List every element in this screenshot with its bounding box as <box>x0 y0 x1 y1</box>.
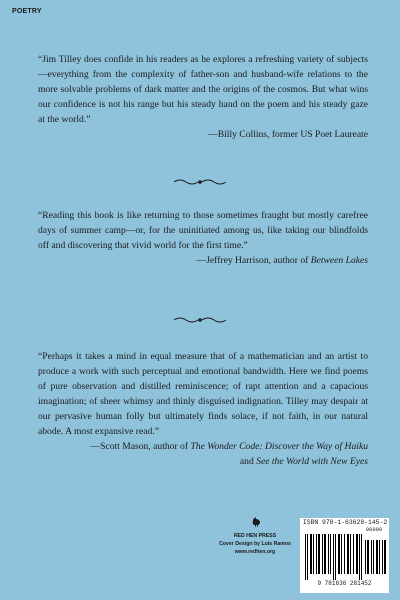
attribution-author: —Scott Mason, author of <box>90 441 191 452</box>
price-code: 90000 <box>365 526 383 533</box>
publisher-info <box>200 532 310 556</box>
blurb-quote: “Perhaps it takes a mind in equal measure that of a mathematician and an artist to produce a work with such perceptual and emotional bandwidth. Here we find poems of pure observation and distilled reminiscence; of rapt attention and a capacious imagination; of sheer whimsy and thinly disguised indignation. Tilley may despair at our pervasive human folly but ultimately finds solace, if not faith, in our natural abode. A most expansive read.” <box>38 351 368 437</box>
publisher-name: RED HEN PRESS <box>233 533 277 539</box>
blurb-scott-mason <box>38 349 368 469</box>
blurb-attribution <box>38 439 368 454</box>
blurb-attribution-line2: and See the World with New Eyes <box>239 456 368 467</box>
category-label: POETRY <box>12 8 42 15</box>
barcode-icon <box>304 528 388 580</box>
blurb-billy-collins <box>38 52 368 142</box>
blurb-attribution <box>38 253 368 268</box>
flourish-icon <box>172 178 228 186</box>
attribution-book-title: Between Lakes <box>310 255 368 266</box>
blurb-quote: “Reading this book is like returning to those sometimes fraught but mostly carefree days of summer camp—or, for the uninitiated among us, like taking our blindfolds off and discovering that vivid world for the first time.” <box>38 210 368 251</box>
isbn-number: ISBN 978-1-63628-145-2 <box>302 519 388 526</box>
blurb-attribution: —Billy Collins, former US Poet Laureate <box>208 129 368 140</box>
hen-logo-icon <box>250 516 262 528</box>
ornament-divider <box>0 178 400 187</box>
blurb-quote: “Jim Tilley does confide in his readers as he explores a refreshing variety of subjects—everything from the complexity of father-son and husband-wife relations to the more solvable problems of dark matter and the origins of the cosmos. But what wins our confidence is not his range but his steady hand on the poem and his steady gaze at the world.” <box>38 54 368 125</box>
barcode-digits: 9 781636 281452 <box>317 580 372 587</box>
ornament-divider <box>0 316 400 325</box>
flourish-icon <box>172 316 228 324</box>
blurb-jeffrey-harrison <box>38 208 368 268</box>
isbn-barcode <box>300 518 389 593</box>
attribution-book-title: See the World with New Eyes <box>256 456 368 467</box>
cover-design-credit: Cover Design by Luis Ramos <box>219 541 291 547</box>
publisher-website: www.redhen.org <box>234 549 276 555</box>
attribution-author: —Jeffrey Harrison, author of <box>196 255 311 266</box>
attribution-book-title: The Wonder Code: Discover the Way of Haiku <box>190 441 368 452</box>
